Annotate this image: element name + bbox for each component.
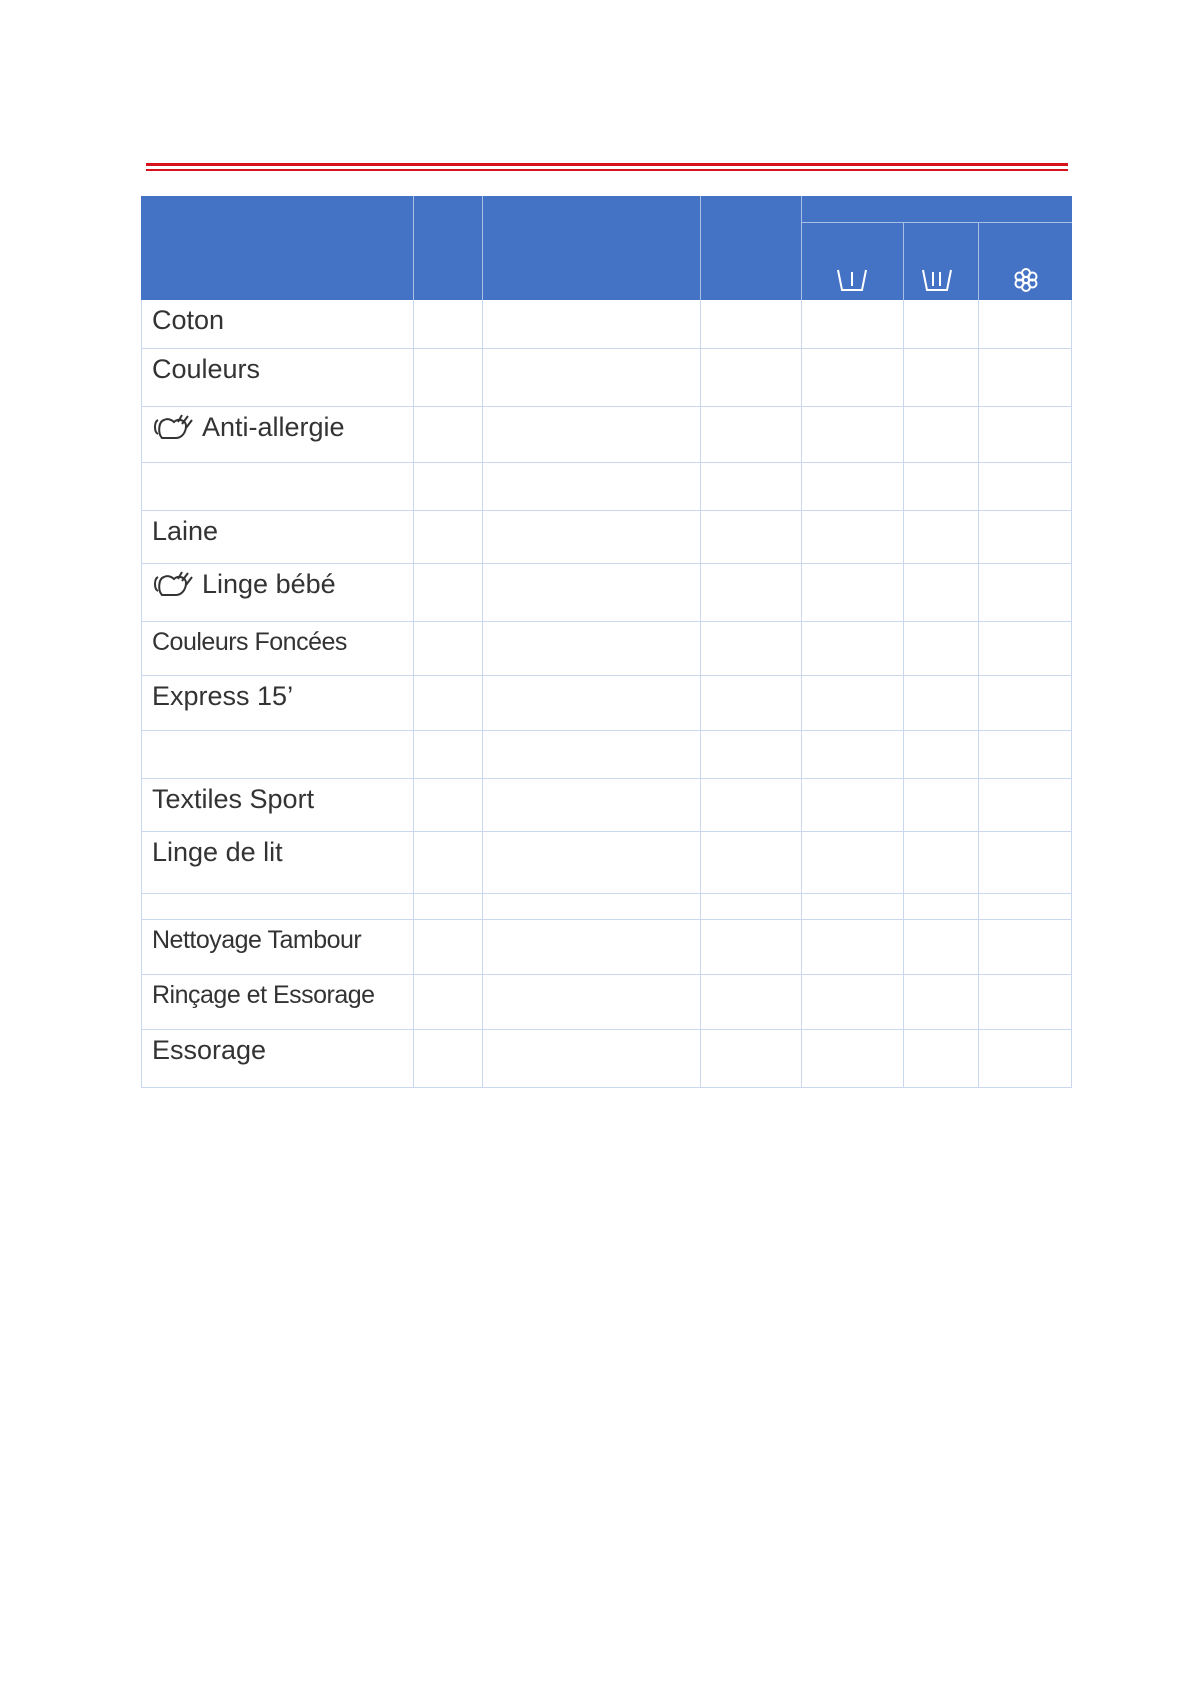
program-name: Express 15’ (152, 680, 294, 711)
program-label (152, 1030, 266, 1070)
table-row (141, 622, 1072, 676)
table-row (141, 676, 1072, 731)
program-label (152, 407, 345, 447)
table-header (141, 196, 1072, 300)
program-name: Linge bébé (202, 568, 336, 599)
table-row (141, 975, 1072, 1030)
program-label (152, 622, 347, 662)
title-rule-top (146, 163, 1068, 166)
program-label (152, 300, 224, 340)
program-label (152, 349, 260, 389)
table-row (141, 407, 1072, 463)
program-label (152, 975, 375, 1015)
allergy-care-icon (152, 569, 196, 599)
program-name: Anti-allergie (202, 411, 345, 442)
program-label (152, 511, 218, 551)
program-name: Coton (152, 304, 225, 335)
table-row (141, 920, 1072, 975)
program-label (152, 832, 283, 872)
softener-flower-icon (1009, 266, 1043, 294)
prewash-basin-icon (835, 266, 869, 294)
program-label (152, 564, 336, 604)
program-name: Laine (152, 515, 219, 546)
program-name: Linge de lit (152, 836, 283, 867)
program-name: Couleurs Foncées (152, 627, 347, 656)
program-name: Essorage (152, 1034, 267, 1065)
program-label (152, 779, 314, 819)
table-row (141, 463, 1072, 511)
program-label (152, 920, 361, 960)
table-row (141, 1030, 1072, 1088)
program-label (152, 676, 293, 716)
table-row (141, 832, 1072, 894)
program-name: Textiles Sport (152, 783, 315, 814)
table-row (141, 349, 1072, 407)
allergy-care-icon (152, 412, 196, 442)
program-name: Nettoyage Tambour (152, 925, 362, 954)
program-table (141, 300, 1072, 1088)
table-row (141, 300, 1072, 349)
table-row (141, 731, 1072, 779)
program-name: Rinçage et Essorage (152, 980, 375, 1009)
program-name: Couleurs (152, 353, 261, 384)
table-row (141, 894, 1072, 920)
table-row (141, 564, 1072, 622)
title-rule-bottom (146, 169, 1068, 171)
table-row (141, 511, 1072, 564)
main-wash-basin-icon (920, 266, 954, 294)
table-row (141, 779, 1072, 832)
